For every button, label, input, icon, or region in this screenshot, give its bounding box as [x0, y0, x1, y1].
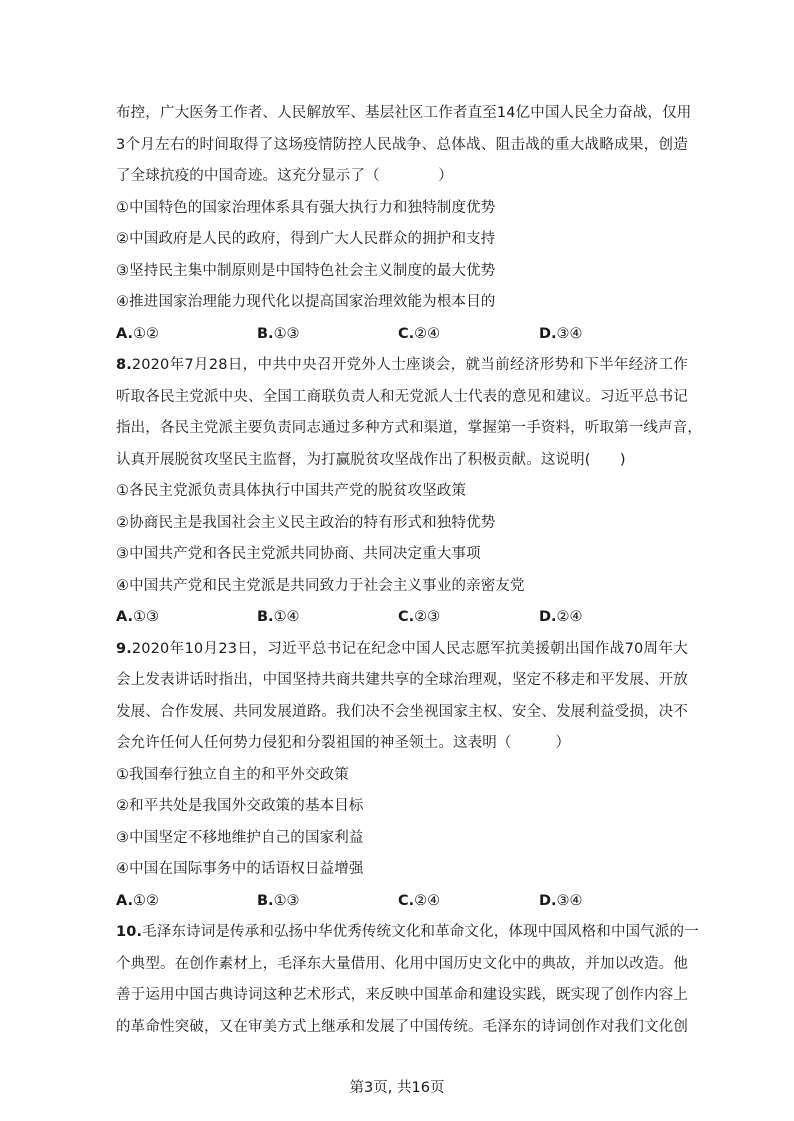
option-c: C.②④	[398, 325, 441, 342]
option-b: B.①③	[257, 892, 300, 909]
option-a: A.①③	[116, 609, 159, 625]
option-d: D.③④	[539, 892, 583, 909]
question-stem-line: 善于运用中国古典诗词这种艺术形式，来反映中国革命和建设实践，既实现了创作内容上	[116, 987, 688, 1003]
option-b: B.①④	[257, 609, 300, 625]
question-number: 9.	[116, 640, 132, 657]
question-stem-line: 10.毛泽东诗词是传承和弘扬中华优秀传统文化和革命文化，体现中国风格和中国气派的一	[116, 924, 699, 940]
answer-options	[116, 886, 688, 918]
statement-item: ③中国坚定不移地维护自己的国家利益	[116, 829, 364, 846]
statement-item: ③坚持民主集中制原则是中国特色社会主义制度的最大优势	[116, 262, 496, 279]
question-number: 10.	[116, 924, 143, 940]
statement-item: ④中国在国际事务中的话语权日益增强	[116, 861, 364, 877]
question-stem-line: 会允许任何人任何势力侵犯和分裂祖国的神圣领土。这表明（ ）	[116, 735, 571, 751]
statement-item: ④中国共产党和民主党派是共同致力于社会主义事业的亲密友党	[116, 577, 525, 594]
option-d: D.③④	[539, 325, 583, 342]
statement-item: ③中国共产党和各民主党派共同协商、共同决定重大事项	[116, 546, 481, 562]
option-a: A.①②	[116, 892, 159, 909]
option-b: B.①③	[257, 325, 300, 342]
option-a: A.①②	[116, 325, 159, 342]
question-stem-line: 的革命性突破，又在审美方式上继承和发展了中国传统。毛泽东的诗词创作对我们文化创	[116, 1018, 688, 1035]
statement-item: ②和平共处是我国外交政策的基本目标	[116, 798, 364, 814]
page-number-footer: 第3页, 共16页	[349, 1080, 445, 1096]
question-stem-line: 8.2020年7月28日，中共中央召开党外人士座谈会，就当前经济形势和下半年经济工作	[116, 357, 688, 373]
option-d: D.②④	[539, 609, 583, 625]
question-stem-line: 9.2020年10月23日，习近平总书记在纪念中国人民志愿军抗美援朝出国作战70周年大	[116, 640, 688, 657]
question-7-continued	[116, 98, 692, 350]
question-stem-line: 会上发表讲话时指出，中国坚持共商共建共享的全球治理观，坚定不移走和平发展、开放	[116, 672, 688, 688]
question-stem-line: 布控，广大医务工作者、人民解放军、基层社区工作者直至14亿中国人民全力奋战，仅用	[116, 105, 692, 121]
statement-item: ①我国奉行独立自主的和平外交政策	[116, 766, 349, 783]
statement-item: ②中国政府是人民的政府，得到广大人民群众的拥护和支持	[116, 231, 496, 247]
option-c: C.②④	[398, 892, 441, 909]
question-stem-line: 认真开展脱贫攻坚民主监督，为打赢脱贫攻坚战作出了积极贡献。这说明( )	[116, 451, 626, 468]
answer-options	[116, 602, 688, 634]
statement-item: ②协商民主是我国社会主义民主政治的特有形式和独特优势	[116, 514, 496, 531]
page-content	[116, 98, 702, 1043]
question-stem-line: 发展、合作发展、共同发展道路。我们决不会坐视国家主权、安全、发展利益受损，决不	[116, 703, 688, 720]
question-stem-line: 听取各民主党派中央、全国工商联负责人和无党派人士代表的意见和建议。习近平总书记	[116, 388, 688, 405]
question-9	[116, 634, 688, 918]
question-10	[116, 917, 699, 1043]
statement-item: ①各民主党派负责具体执行中国共产党的脱贫攻坚政策	[116, 483, 467, 499]
question-stem-line: 指出，各民主党派主要负责同志通过多种方式和渠道，掌握第一手资料，听取第一线声音，	[116, 420, 702, 436]
question-8	[116, 350, 702, 634]
option-c: C.②③	[398, 609, 441, 625]
answer-options	[116, 319, 688, 351]
statement-item: ①中国特色的国家治理体系具有强大执行力和独特制度优势	[116, 199, 496, 216]
question-stem-line: 了全球抗疫的中国奇迹。这充分显示了（ ）	[116, 168, 453, 184]
question-number: 8.	[116, 357, 132, 373]
question-stem-line: 个典型。在创作素材上，毛泽东大量借用、化用中国历史文化中的典故，并加以改造。他	[116, 955, 688, 972]
question-stem-line: 3个月左右的时间取得了这场疫情防控人民战争、总体战、阻击战的重大战略成果，创造	[116, 136, 688, 153]
statement-item: ④推进国家治理能力现代化以提高国家治理效能为根本目的	[116, 294, 496, 310]
